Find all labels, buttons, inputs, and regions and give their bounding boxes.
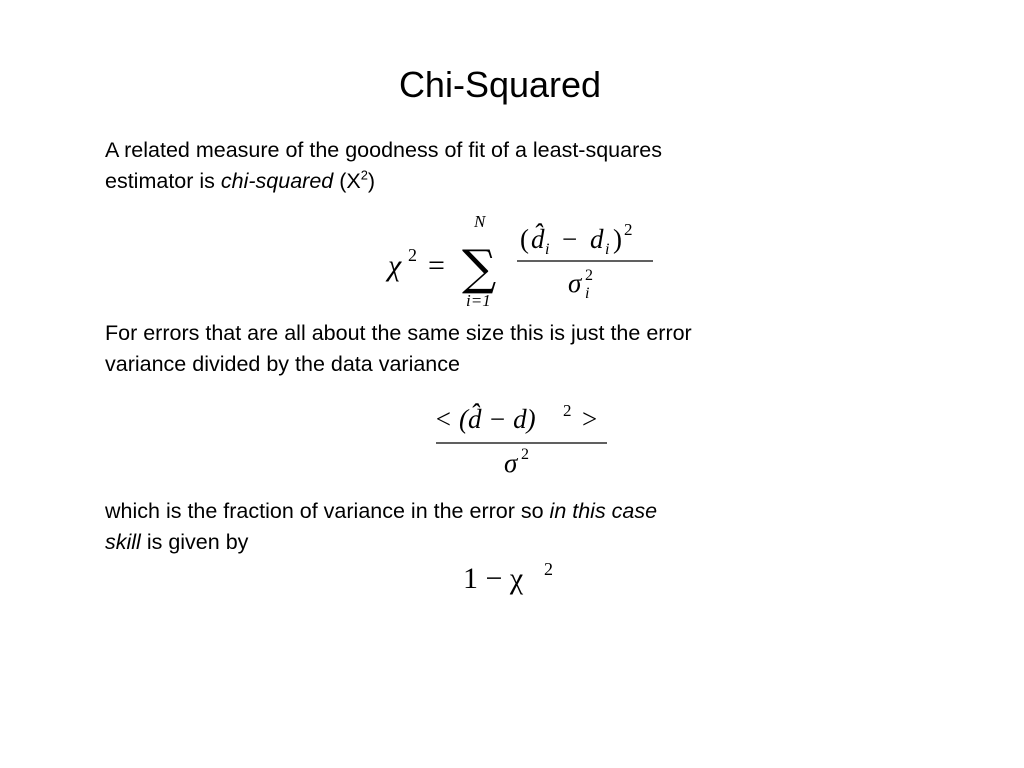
slide-title: Chi-Squared	[398, 64, 602, 105]
eq2-denominator-exponent: 2	[521, 446, 529, 463]
eq1-upper-limit: N	[474, 212, 486, 231]
variance-ratio-equation	[430, 392, 620, 482]
eq1-numerator-sub: i	[545, 241, 550, 258]
eq1-chi: χ	[388, 249, 402, 282]
eq2-numerator-exponent: 2	[563, 401, 572, 420]
intro-line-1: A related measure of the goodness of fit of a least-squares	[105, 138, 662, 162]
eq1-denominator-sub: i	[585, 285, 590, 302]
eq3-expression: 1 − χ	[463, 562, 524, 595]
eq1-numerator-open: (	[520, 224, 529, 254]
eq1-numerator-d: d	[590, 224, 604, 254]
paragraph-errors	[105, 318, 825, 380]
eq1-denominator-exponent: 2	[585, 267, 593, 284]
paragraph-skill	[105, 496, 825, 558]
errors-line-1: For errors that are all about the same size this is just the error	[105, 321, 692, 345]
eq2-numerator: < (d̂ − d)	[434, 404, 536, 434]
eq1-numerator-close: )	[613, 224, 622, 254]
paragraph-intro	[105, 135, 825, 197]
symbol-superscript: 2	[360, 167, 368, 183]
eq1-numerator-minus: −	[562, 224, 578, 254]
eq1-numerator-exponent: 2	[624, 220, 633, 239]
skill-line-1-prefix: which is the fraction of variance in the error so	[105, 499, 550, 523]
eq1-numerator-dhat: d̂	[531, 224, 545, 254]
chi-squared-equation	[380, 205, 670, 315]
chi-squared-term: chi-squared	[220, 169, 334, 193]
eq1-summation-sign: ∑	[462, 240, 497, 296]
symbol-close: )	[367, 169, 376, 193]
intro-line-2-prefix: estimator is	[105, 169, 221, 193]
emphasis-in-this-case: in this case	[549, 499, 658, 523]
eq1-numerator-sub2: i	[605, 241, 610, 258]
eq2-numerator-tail: >	[582, 404, 598, 434]
eq1-denominator-sigma: σ	[568, 268, 582, 298]
emphasis-skill: skill	[105, 530, 141, 554]
symbol-open: (X	[333, 169, 361, 193]
eq1-equals: =	[428, 249, 445, 282]
skill-equation	[455, 555, 575, 605]
eq2-denominator-sigma: σ	[504, 448, 518, 478]
eq1-chi-exponent: 2	[408, 245, 417, 265]
skill-line-2-suffix: is given by	[140, 530, 249, 554]
errors-line-2: variance divided by the data variance	[105, 352, 460, 376]
eq3-exponent: 2	[544, 559, 553, 579]
eq1-lower-limit: i=1	[466, 291, 491, 310]
